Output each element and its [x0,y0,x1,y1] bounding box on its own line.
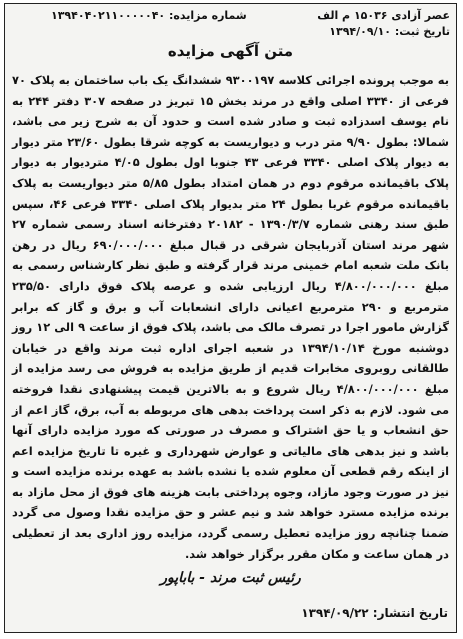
notice-title: متن آگهی مزایده [167,42,294,60]
newspaper-reference: عصر آزادی ۱۵۰۳۶ م الف [317,9,450,22]
signature: رئیس ثبت مرند - باباپور [160,570,301,586]
auction-notice [4,3,457,633]
registration-date: تاریخ ثبت: ۱۳۹۴/۰۹/۱۰ [329,25,450,38]
notice-body: به موجب پرونده اجرائی کلاسه ۹۳۰۰۱۹۷ ششدانگ یک باب ساختمان به پلاک ۷۰ فرعی از ۳۳۴۰ اصلی واقع در مرند بخش ۱۵ تبریز در صفحه ۳۰۷ دفتر ۲۴۴ به نام یوسف اسدزاده ثبت و صادر شده است و حدود آن به شرح زیر می باشد، شمالا: بطول ۹/۹۰ متر درب و دیواریست به کوچه شرقا بطول ۲۳/۶۰ متر دیوار به دیوار پلاک اصلی ۳۳۴۰ فرعی ۴۳ جنوبا اول بطول ۴/۰۵ متردیوار به دیوار پلاک باقیمانده مرقوم دوم در همان امتداد بطول ۵/۸۵ متر دیواریست به پلاک باقیمانده مرقوم غربا بطول ۲۴ متر بدیوار پلاک اصلی ۳۳۴۰ فرعی ۴۶، سپس طبق سند رهنی شماره ۱۳۹۰/۳/۷ - ۲۰۱۸۲ دفترخانه اسناد رسمی شماره ۲۷ شهر مرند استان آذربایجان شرقی در قبال مبلغ ۶۹۰/۰۰۰/۰۰۰ ریال در رهن بانک ملت شعبه امام خمینی مرند قرار گرفته و طبق نظر کارشناس رسمی به مبلغ ۴/۸۰۰/۰۰۰/۰۰۰ ریال ارزیابی شده و عرصه پلاک فوق دارای ۲۳۵/۵۰ مترمربع و ۲۹۰ مترمربع اعیانی دارای انشعابات آب و برق و گاز که برابر گزارش مامور اجرا در تصرف مالک می باشد، پلاک فوق از ساعت ۹ الی ۱۲ روز دوشنبه مورخ ۱۳۹۴/۱۰/۱۴ در شعبه اجرای اداره ثبت مرند واقع در خیابان طالقانی روبروی مخابرات قدیم از طریق مزایده به فروش می رسد مزایده از مبلغ ۴/۸۰۰/۰۰۰/۰۰۰ ریال شروع و به بالاترین قیمت پیشنهادی نقدا فروخته می شود. لازم به ذکر است پرداخت بدهی های مربوطه به آب، برق، گاز اعم از حق انشعاب و یا حق اشتراک و مصرف در صورتی که مورد مزایده دارای آنها باشد و نیز بدهی های مالیاتی و عوارض شهرداری و غیره تا تاریخ مزایده اعم از اینکه رقم قطعی آن معلوم شده یا نشده باشد به عهده برنده مزایده است و نیز در صورت وجود مازاد، وجوه پرداختی بابت هزینه های فوق از محل مازاد به برنده مزایده مسترد خواهد شد و نیم عشر و حق مزایده نقدا وصول می گردد ضمنا چنانچه روز مزایده تعطیل رسمی گردد، مزایده روز اداری بعد از تعطیلی در همان ساعت و مکان مقرر برگزار خواهد شد. [12,73,450,561]
publication-date: تاریخ انتشار: ۱۳۹۴/۰۹/۲۲ [301,606,448,620]
auction-number: شماره مزایده: ۱۳۹۴۰۴۰۲۱۱۰۰۰۰۰۴۰ [51,9,247,22]
